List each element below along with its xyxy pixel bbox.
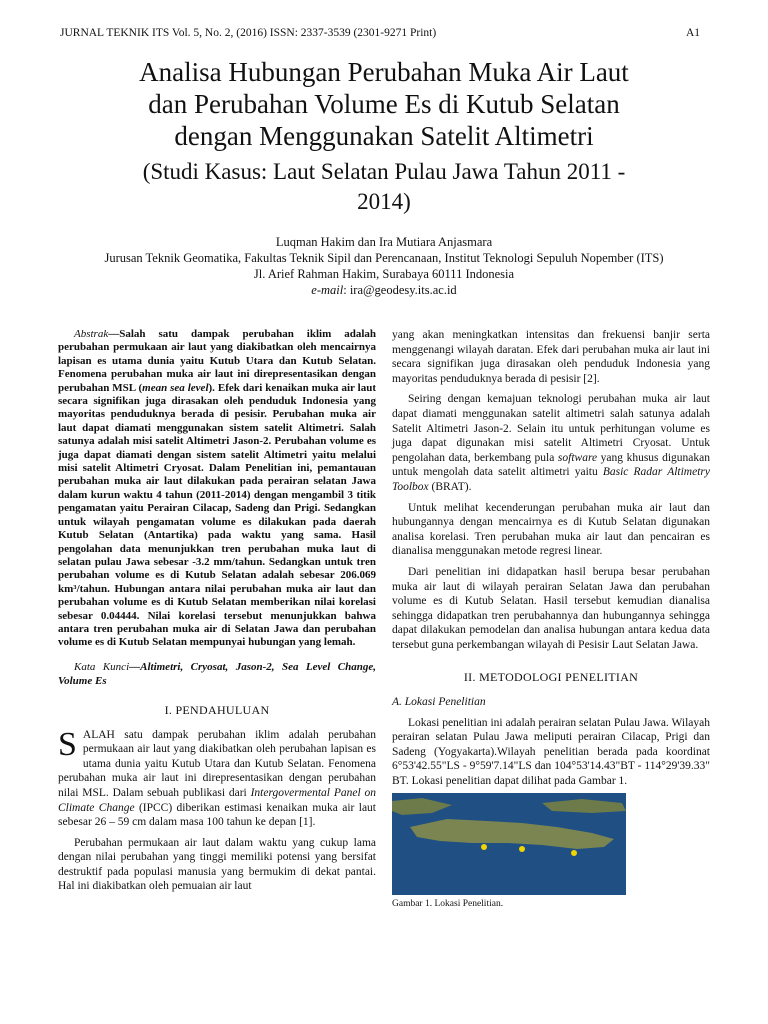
map-graphic [392,793,626,895]
address: Jl. Arief Rahman Hakim, Surabaya 60111 Indonesia [253,267,515,281]
email-line [40,282,728,298]
keywords-text: —Altimetri, Cryosat, Jason-2, Sea Level Change, Volume Es [58,660,376,688]
abstract-italic: mean sea level [142,381,209,394]
affiliation [104,250,664,266]
body-italic: software [557,451,598,464]
map-marker [481,844,487,850]
running-header [60,27,700,39]
affiliation-line: Jurusan Teknik Geomatika, Fakultas Teknik Sipil dan Perencanaan, Institut Teknologi Sepuluh [104,251,578,265]
author-names: Luqman Hakim dan Ira Mutiara Anjasmara [275,235,493,249]
section-heading-method: II. METODOLOGI PENELITIAN [463,670,639,685]
email-label: e-mail [311,283,344,297]
subtitle-line: (Studi Kasus: Laut Selatan Pulau Jawa Tahun 2011 - [142,159,626,184]
intro-paragraph: Perubahan permukaan air laut dalam waktu yang cukup lama dengan nilai perubahan yang tinggi memiliki potensi yang bersifat destruktif pada populasi manusia yang bermukim di dekat pantai. Hal ini diakibatkan oleh pemuaian air laut [58,836,376,893]
figure-caption: Gambar 1. Lokasi Penelitian. [392,898,504,909]
drop-cap: S [58,725,77,763]
title-line: dengan Menggunakan Satelit Altimetri [174,121,594,151]
body-paragraph [392,392,710,494]
title-line: Analisa Hubungan Perubahan Muka Air Laut [139,57,629,87]
paper-subtitle [40,157,728,217]
paper-title [40,56,728,152]
body-paragraph: Dari penelitian ini didapatkan hasil berupa besar perubahan muka air laut di wilayah perairan Selatan Jawa dan perubahan volume es di Kutub Selatan. Hasil tersebut kemudian dianalisa sehingga didapatkan tren perubahannya dan hubungannya sehingga dapat dilakukan pemodelan dan analisa hubungan antara kedua data tersebut guna perkembangan wilayah di Pesisir Laut Selatan Jawa. [392,565,710,651]
abstract-lead: Abstrak [74,328,109,340]
body-text: yang khusus digunakan untuk mengolah data satelit altimetri yaitu [392,451,710,479]
abstract-text: ). Efek dari kenaikan muka air laut secara signifikan juga dirasakan oleh penduduk Indonesia yang mayoritas penduduknya berada di pesisir. Perubahan muka air laut dapat diamati menggunakan sistem satelit Altimetri. Salah satunya adalah misi satelit Altimetri Jason-2. Perubahan volume es juga dapat diamati dengan sistem satelit Altimetri yaitu melalui misi satelit Altimetri Cryosat. Dalam Penelitian ini, pemantauan perubahan muka air laut dilakukan pada perairan selatan Jawa dalam kurun waktu 4 tahun (2011-2014) dengan mengambil 3 titik pengamatan yaitu Perairan Cilacap, Sadeng dan Prigi. Sedangkan untuk wilayah pengamatan volume es dilakukan pada daerah Kutub Selatan (Antartika) pada waktu yang sama. Hasil pengolahan data menunjukkan tren perubahan muka laut di selatan pulau Jawa sebesar -3.2 mm/tahun. Sedangkan untuk tren perubahan volume es di Kutub Selatan adalah sebesar 206.069 km³/tahun. Hubungan antara nilai perubahan muka air laut dan perubahan volume es di Kutub Selatan memberikan nilai korelasi sebesar 0.04444. Nilai korelasi tersebut menunjukkan bahwa antara tren perubahan muka air di Selatan Jawa dan perubahan volume es di Kutub Selatan mempunyai hubungan yang lemah. [58,381,377,649]
journal-info: JURNAL TEKNIK ITS Vol. 5, No. 2, (2016) ISSN: 2337-3539 (2301-9271 Print) [60,27,437,39]
right-column [392,328,710,911]
title-line: dan Perubahan Volume Es di Kutub Selatan [148,89,620,119]
intro-text: ALAH satu dampak perubahan iklim adalah perubahan permukaan air laut yang diakibatkan oleh perubahan lapisan es utama dunia yaitu Kutub Utara dan Kutub Selatan. Fenomena perubahan muka air laut ini direpresentasikan dengan perubahan nilai MSL. Dalam sebuah publikasi dari [58,728,376,799]
left-column [58,328,376,894]
author-block [40,234,728,298]
intro-italic: Intergovermental Panel on Climate Change [58,786,376,814]
body-text: Seiring dengan kemajuan teknologi perubahan muka air laut dapat diamati menggunakan satelit altimetri salah satunya adalah Satelit Altimetri Jason-2. Selain itu untuk perhitungan volume es juga dapat digunakan misi satelit Altimetri Cryosat. Untuk pengolahan data, berkembang pula [392,393,710,464]
subtitle-line: 2014) [357,189,411,214]
body-italic: Basic Radar Altimetry Toolbox [392,466,710,493]
body-paragraph: Lokasi penelitian ini adalah perairan selatan Pulau Jawa. Wilayah perairan selatan Pulau Jawa meliputi perairan Cilacap, Prigi dan Sadeng (Yogyakarta).Wilayah penelitian berada pada koordinat 6°53'42.55"LS - 9°59'7.14"LS dan 104°53'14.43"BT - 114°29'39.33" BT. Lokasi penelitian dapat dilihat pada Gambar 1. [392,716,710,788]
abstract [58,328,376,650]
map-marker [519,846,525,852]
intro-text: (IPCC) diberikan estimasi kenaikan muka air laut sebesar 26 – 59 cm dalam masa 100 tahun ke depan [1]. [58,801,376,829]
affiliation-line: Nopember (ITS) [580,251,664,265]
intro-paragraph [58,725,376,830]
subsection-heading: A. Lokasi Penelitian [392,696,486,709]
page-number: A1 [685,27,700,39]
body-paragraph: Untuk melihat kecenderungan perubahan muka air laut dan hubungannya dengan mencairnya es di Kutub Selatan digunakan analisa korelasi. Tren perubahan muka air laut dan pencairan es dianalisa menggunakan metode regresi linear. [392,501,710,558]
map-marker [571,850,577,856]
section-heading-intro: I. PENDAHULUAN [164,702,270,717]
body-text: (BRAT). [428,480,472,493]
study-location-map [392,793,626,895]
keywords-lead: Kata Kunci [74,660,130,673]
email-address[interactable]: : ira@geodesy.its.ac.id [343,283,457,297]
keywords [58,660,376,689]
body-paragraph: yang akan meningkatkan intensitas dan frekuensi banjir serta menggenangi wilayah daratan. Efek dari perubahan muka air laut ini secara signifikan juga dirasakan oleh penduduk Indonesia yang mayoritas penduduknya berada di pesisir [2]. [392,329,710,385]
abstract-text: —Salah satu dampak perubahan iklim adalah perubahan permukaan air laut yang diakibatkan oleh mencairnya lapisan es utama dunia yaitu Kutub Utara dan Kutub Selatan. Fenomena perubahan muka air laut ini direpresentasikan dengan perubahan MSL ( [58,328,376,394]
